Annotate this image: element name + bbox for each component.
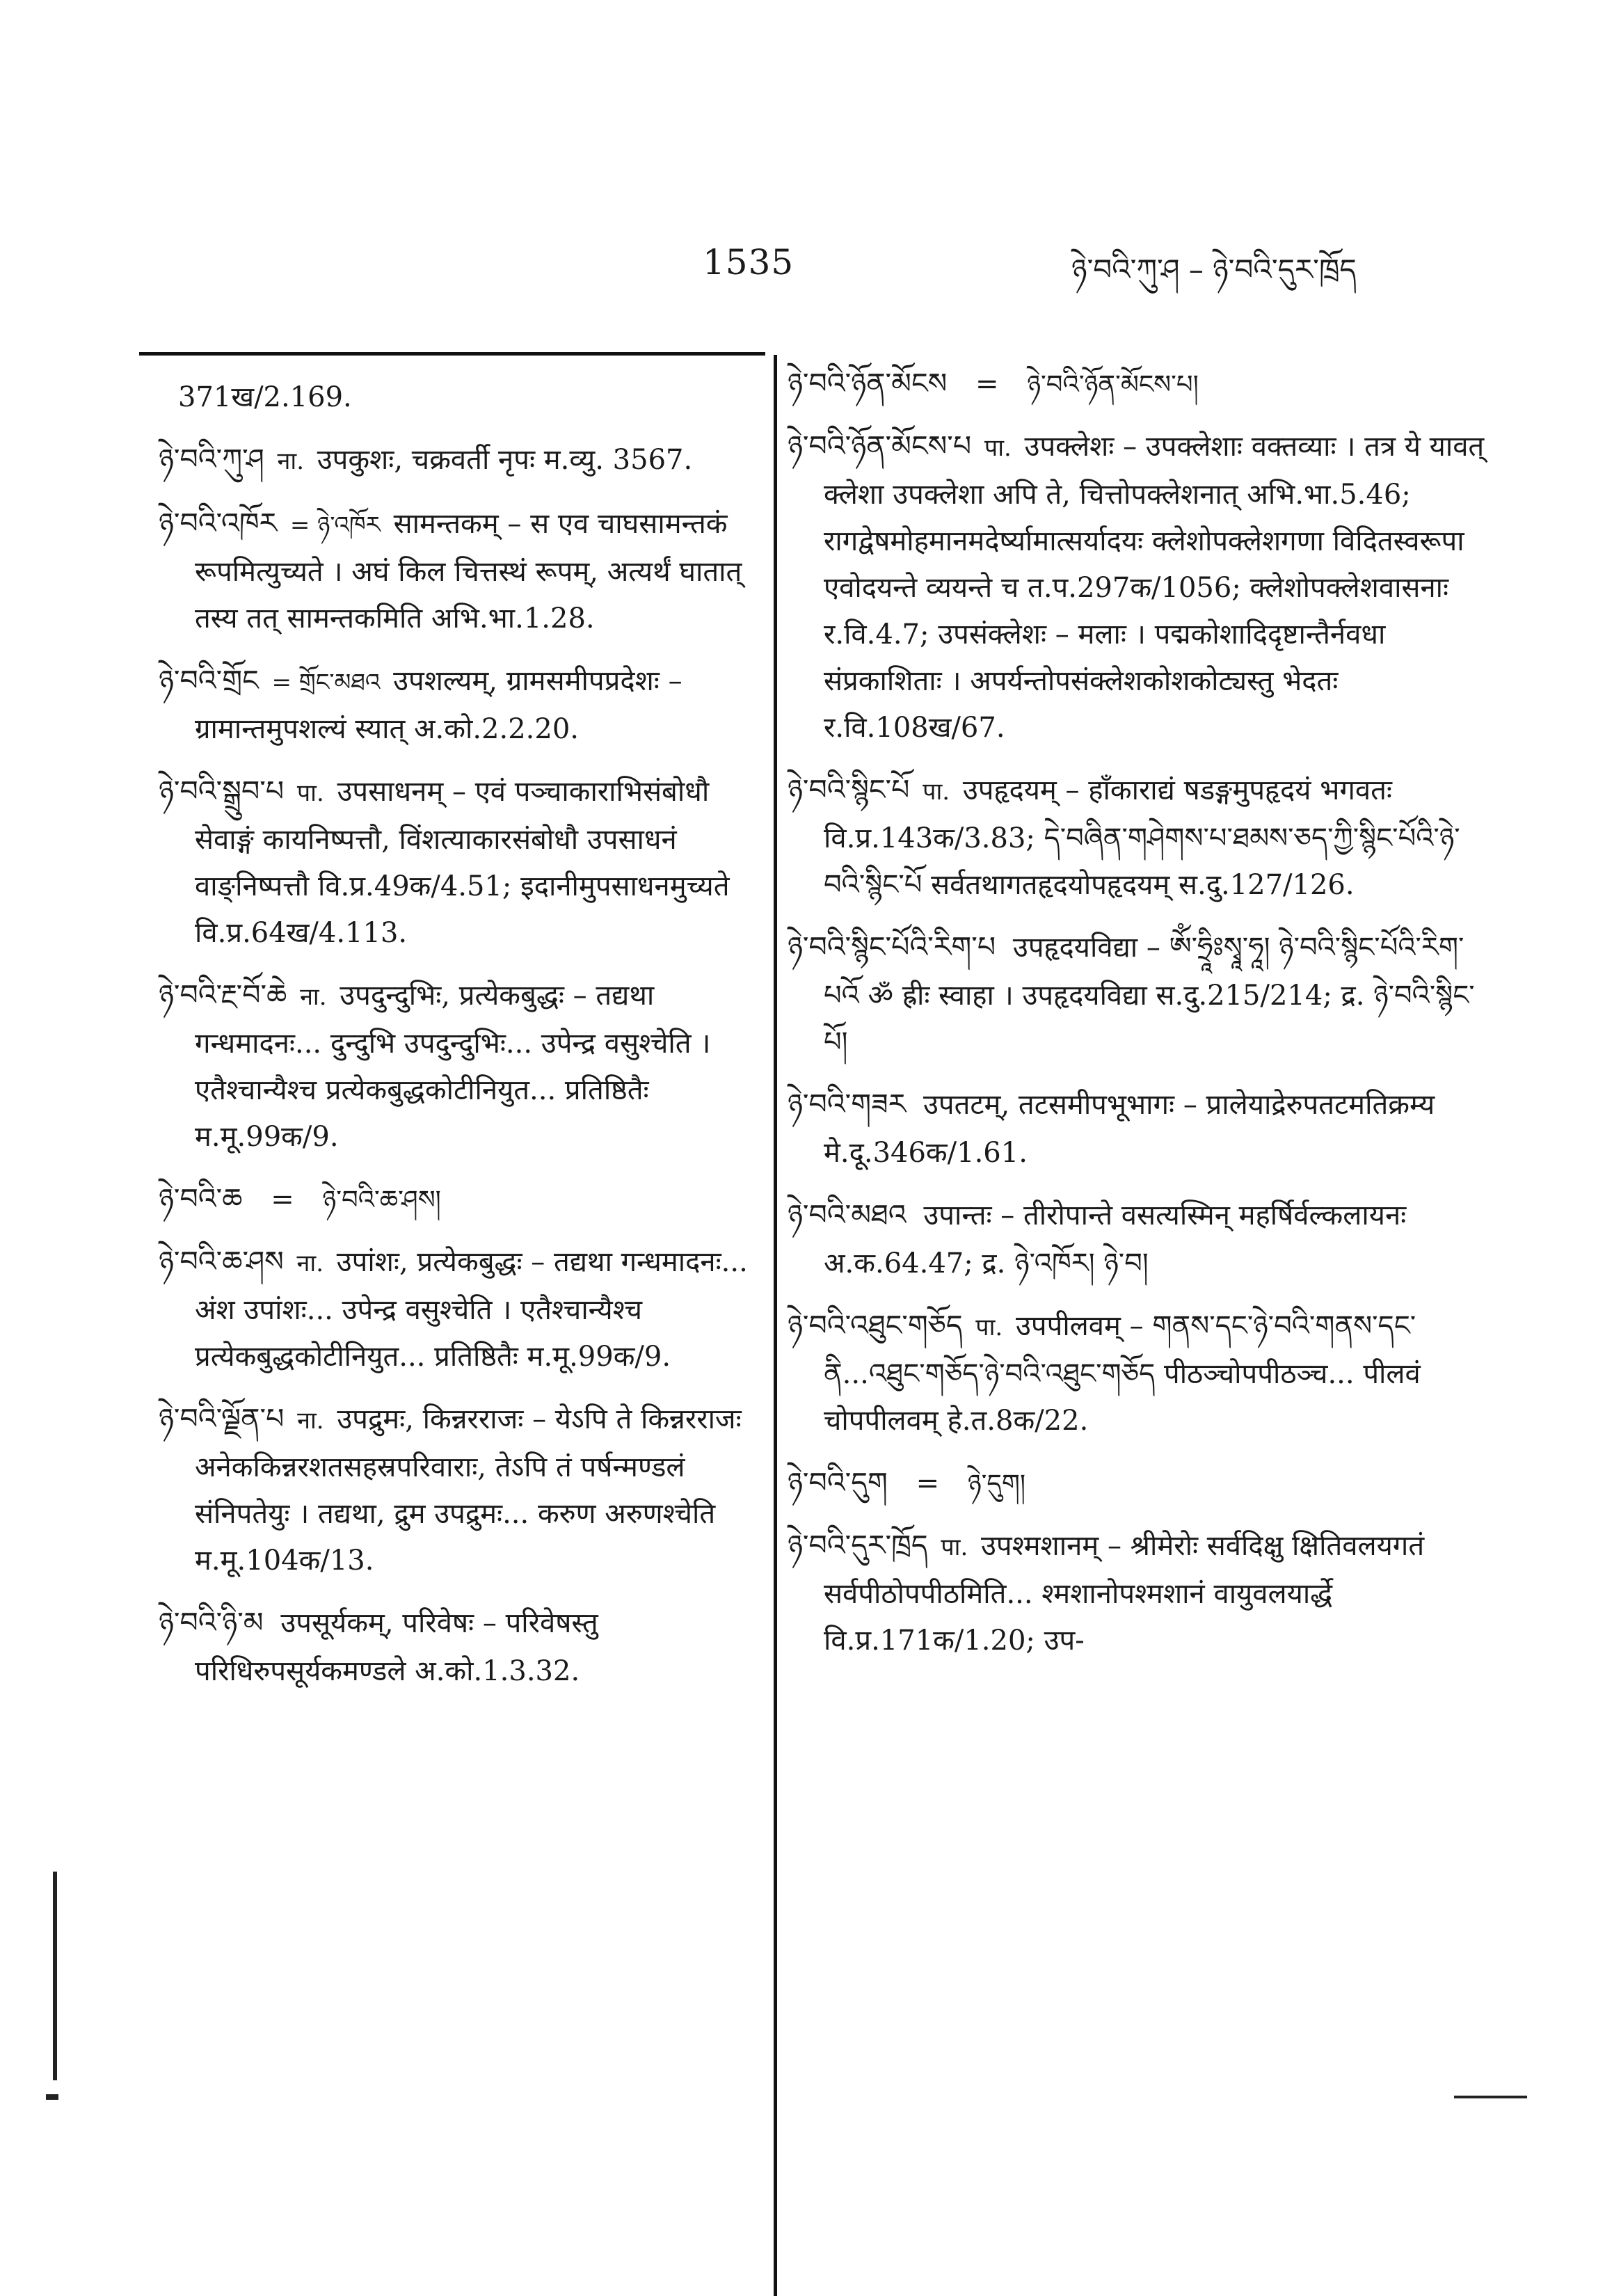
entry-text: उपहृदयम् – हाँकाराद्यं षडङ्गमुपहृदयं भगवतः वि.प्र.143क/3.83; དེ་བཞིན་གཤེགས་པ་ཐམས་ཅད་ཀྱི་སྙིང་པོའི་ཉེ་བའི་སྙིང་པོ सर्वतथागतहृदयोपहृदयम् स.दु.127/126. (824, 774, 1460, 901)
dictionary-entry (788, 767, 1490, 909)
right-column (788, 360, 1490, 1680)
margin-bar (53, 1872, 57, 2080)
dictionary-entry (788, 1522, 1490, 1664)
entry-headword: ཉེ་བའི་ཆ (159, 1182, 243, 1215)
entry-headword: ཉེ་བའི་གྲོང (159, 664, 259, 697)
entry-text: 371ख/2.169. (178, 381, 352, 413)
entry-headword: ཉེ་བའི་སྙིང་པོའི་རིག་པ (788, 930, 996, 964)
dictionary-entry (159, 374, 750, 421)
page-number: 1535 (703, 242, 794, 282)
entry-label (915, 1203, 923, 1231)
dictionary-entry (159, 768, 750, 957)
entry-label: = (271, 1183, 294, 1215)
entry-text: उपशल्यम्, ग्रामसमीपप्रदेशः – ग्रामान्तमुपशल्यं स्यात् अ.को.2.2.20. (195, 665, 682, 745)
entry-headword: ཉེ་བའི་ཆ་ཤས (159, 1245, 284, 1278)
entry-label: ना. (277, 447, 304, 475)
entry-label: पा. (941, 1533, 968, 1561)
dictionary-entry (159, 972, 750, 1161)
entry-text: उपक्लेशः – उपक्लेशाः वक्तव्याः । तत्र ये यावत् क्लेशा उपक्लेशा अपि ते, चित्तोपक्लेशनात् अभि.भा.5.46; रागद्वेषमोहमानमदेर्ष्यामात्सर्यादयः क्लेशोपक्लेशगणा विदितस्वरूपा एवोदयन्ते व्ययन्ते च त.प.297क/1056; क्लेशोपक्लेशवासनाः र.वि.4.7; उपसंक्लेशः – मलाः । पद्मकोशादिदृष्टान्तैर्नवधा संप्रकाशिताः । अपर्यन्तोपसंक्लेशकोशकोट्यस्तु भेदतः र.वि.108ख/67. (824, 431, 1485, 744)
bottom-rule (1454, 2096, 1527, 2098)
dictionary-entry (788, 423, 1490, 751)
entry-label: पा. (975, 1314, 1003, 1341)
entry-label: ना. (296, 1250, 324, 1277)
dictionary-entry (788, 1460, 1490, 1507)
dictionary-entry (788, 1081, 1490, 1177)
dictionary-entry (159, 657, 750, 753)
entry-text: उपान्तः – तीरोपान्ते वसत्यस्मिन् महर्षिर्वल्कलायनः अ.क.64.47; द्र. ཉེ་འཁོར། ཉེ་བ། (824, 1199, 1407, 1279)
entry-text: उपकुशः, चक्रवर्ती नृपः म.व्यु. 3567. (317, 444, 693, 476)
column-divider (774, 355, 777, 2296)
entry-headword: ཉེ་བའི་དུར་ཁྲོད (788, 1529, 928, 1562)
entry-label: = (975, 368, 999, 400)
entry-text: उपतटम्, तटसमीपभूभागः – प्रालेयाद्रेरुपतटमतिक्रम्य मे.दू.346क/1.61. (824, 1089, 1435, 1169)
entry-headword: ཉེ་བའི་ཉི་མ (159, 1606, 264, 1639)
entry-text: उपपीलवम् – གནས་དང་ཉེ་བའི་གནས་དང་ནི...འཐུང་གཅོད་ཉེ་བའི་འཐུང་གཅོད पीठञ्चोपपीठञ्च... पीलवं चोपपीलवम् हे.त.8क/22. (824, 1310, 1421, 1437)
entry-headword: ཉེ་བའི་ཉོན་མོངས (788, 367, 948, 400)
entry-headword: ཉེ་བའི་འཁོར (159, 507, 278, 540)
entry-headword: ཉེ་བའི་གཟར (788, 1087, 907, 1121)
entry-headword: ཉེ་བའི་ལྗོན་པ (159, 1402, 285, 1435)
entry-headword: ཉེ་བའི་དུག (788, 1466, 888, 1499)
entry-label: = ཉེ་འཁོར (289, 511, 381, 539)
dictionary-entry (159, 436, 750, 485)
dictionary-entry (159, 1238, 750, 1380)
running-head: ཉེ་བའི་ཀུ་ཤ – ཉེ་བའི་དུར་ཁྲོད (1071, 253, 1357, 287)
entry-text: उपांशः, प्रत्येकबुद्धः – तद्यथा गन्धमादनः... अंश उपांशः... उपेन्द्र वसुश्चेति । एतैश्चान्यैश्च प्रत्येकबुद्धकोटीनियुत... प्रतिष्ठितैः म.मू.99क/9. (195, 1246, 748, 1373)
dictionary-entry (159, 1396, 750, 1584)
entry-label (915, 1092, 923, 1120)
dictionary-entry (159, 1176, 750, 1223)
entry-headword: ཉེ་བའི་སྒྲུབ་པ (159, 774, 285, 808)
entry-text: ཉེ་བའི་ཆ་ཤས། (322, 1185, 441, 1215)
entry-text: उपश्मशानम् – श्रीमेरोः सर्वदिक्षु क्षितिवलयगतं सर्वपीठोपपीठमिति... श्मशानोपश्मशानं वायुवलयार्द्धे वि.प्र.171क/1.20; उप- (824, 1530, 1425, 1657)
entry-text: उपदुन्दुभिः, प्रत्येकबुद्धः – तद्यथा गन्धमादनः... दुन्दुभि उपदुन्दुभिः... उपेन्द्र वसुश्चेति । एतैश्चान्यैश्च प्रत्येकबुद्धकोटीनियुत... प्रतिष्ठितैः म.मू.99क/9. (195, 980, 711, 1153)
entry-text: उपद्रुमः, किन्नरराजः – येऽपि ते किन्नरराजः अनेककिन्नरशतसहस्रपरिवाराः, तेऽपि तं पर्षन्मण्डलं संनिपतेयुः । तद्यथा, द्रुम उपद्रुमः... करुण अरुणश्चेति म.मू.104क/13. (195, 1403, 742, 1577)
entry-headword: ཉེ་བའི་ཀུ་ཤ (159, 443, 264, 476)
entry-text: उपसूर्यकम्, परिवेषः – परिवेषस्तु परिधिरुपसूर्यकमण्डले अ.को.1.3.32. (195, 1607, 598, 1687)
entry-label: पा. (923, 778, 950, 806)
entry-text: ཉེ་དུག། (967, 1469, 1026, 1499)
entry-label (272, 1611, 280, 1639)
left-column (159, 374, 750, 1710)
dictionary-entry (159, 500, 750, 642)
entry-headword: ཉེ་བའི་མཐའ (788, 1198, 907, 1231)
entry-headword: ཉེ་བའི་རྔ་བོ་ཆེ (159, 978, 287, 1012)
dictionary-entry (159, 1600, 750, 1695)
entry-label (1005, 935, 1013, 963)
dictionary-entry (788, 360, 1490, 408)
entry-label: ना. (297, 1407, 324, 1435)
entry-headword: ཉེ་བའི་འཐུང་གཅོད (788, 1309, 963, 1342)
entry-label: = གྲོང་མཐའ (271, 669, 381, 696)
margin-tick (46, 2094, 58, 2100)
entry-text: उपसाधनम् – एवं पञ्चाकाराभिसंबोधौ सेवाङ्गं कायनिष्पत्तौ, विंशत्याकारसंबोधौ उपसाधनं वाङ्निष्पत्तौ वि.प्र.49क/4.51; इदानीमुपसाधनमुच्यते वि.प्र.64ख/4.113. (195, 776, 730, 949)
entry-headword: ཉེ་བའི་སྙིང་པོ (788, 773, 910, 806)
entry-text: सामन्तकम् – स एव चाघसामन्तकं रूपमित्युच्यते । अघं किल चित्तस्थं रूपम्, अत्यर्थं घातात् तस्य तत् सामन्तकमिति अभि.भा.1.28. (195, 508, 742, 635)
entry-label: पा. (984, 434, 1012, 462)
dictionary-entry (788, 1192, 1490, 1287)
entry-headword: ཉེ་བའི་ཉོན་མོངས་པ (788, 429, 972, 463)
top-rule (139, 352, 765, 356)
entry-label: पा. (296, 779, 324, 807)
dictionary-entry (788, 924, 1490, 1066)
entry-label: = (916, 1467, 940, 1499)
dictionary-entry (788, 1302, 1490, 1444)
entry-label: ना. (300, 983, 327, 1011)
entry-text: ཉེ་བའི་ཉོན་མོངས་པ། (1027, 369, 1199, 399)
entry-text: उपहृदयविद्या – ཨོཾ་ཧྲཱིཿསྭཱ་ཧཱ། ཉེ་བའི་སྙིང་པོའི་རིག་པའོ ॐ ह्रीः स्वाहा । उपहृदयविद्या स.दु.215/214; द्र. ཉེ་བའི་སྙིང་པོ། (824, 932, 1475, 1058)
